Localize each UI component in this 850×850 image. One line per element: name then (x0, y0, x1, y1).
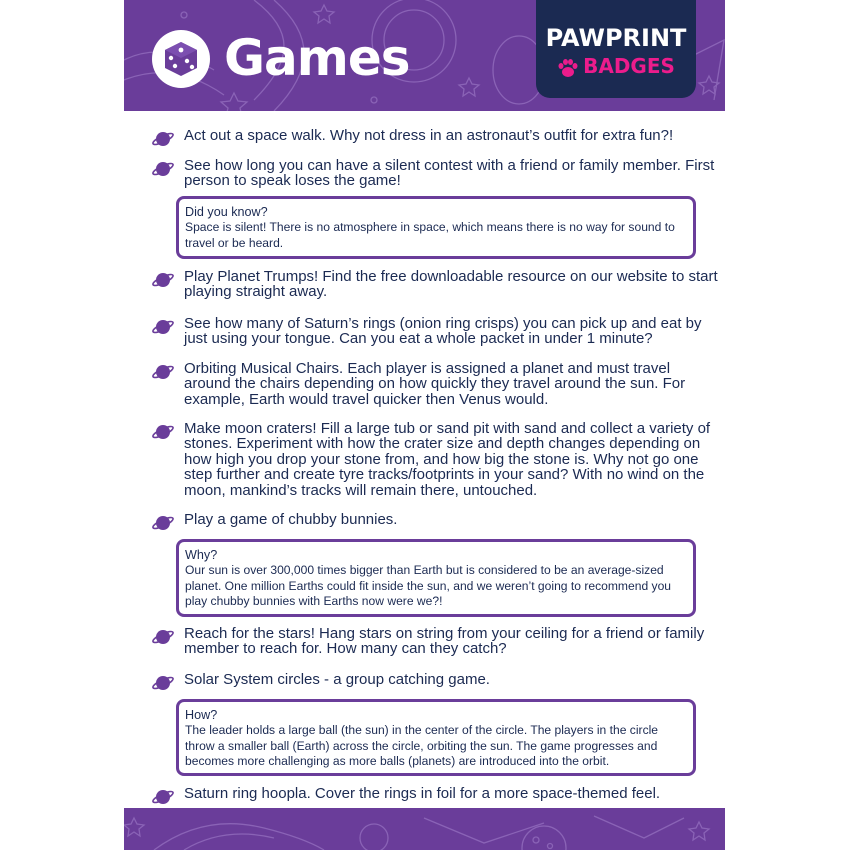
info-box (176, 699, 696, 776)
info-box (176, 539, 696, 617)
page-footer (124, 808, 725, 850)
planet-icon (152, 316, 174, 338)
dice-icon-badge (152, 30, 210, 88)
list-item-text: See how long you can have a silent contest with a friend or family member. First person to speak loses the game! (184, 157, 715, 190)
planet-icon (152, 672, 174, 694)
list-item-text: Solar System circles - a group catching game. (184, 671, 490, 688)
list-item-text: See how many of Saturn’s rings (onion ring crisps) you can pick up and eat by just using your tongue. Can you eat a whole packet in under 1 minute? (184, 315, 702, 348)
info-box-body: Space is silent! There is no atmosphere in space, which means there is no way for sound to travel or be heard. (185, 220, 675, 250)
list-item-text: Make moon craters! Fill a large tub or sand pit with sand and collect a variety of stones. Experiment with how the crater size and depth changes depending on how high you drop your stone from, and how big the stone is. Why not go one step further and create tyre tracks/footprints in your sand? With no wind on the moon, mankind’s tracks will remain there, untouched. (184, 420, 711, 499)
planet-icon (152, 421, 174, 443)
info-box-title: Did you know? (185, 205, 268, 219)
planet-icon (152, 128, 174, 150)
info-box-body: Our sun is over 300,000 times bigger than Earth but is considered to be an average-sized planet. One million Earths could fit inside the sun, and we weren’t going to recommend you play chubby bunnies with Earths now were we?! (185, 563, 672, 608)
brand-name-line1: PAWPRINT (545, 24, 687, 52)
list-item-text: Saturn ring hoopla. Cover the rings in foil for a more space-themed feel. (184, 785, 661, 802)
planet-icon (152, 158, 174, 180)
list-item-text: Act out a space walk. Why not dress in an astronaut’s outfit for extra fun?! (184, 127, 674, 144)
planet-icon (152, 269, 174, 291)
info-box (176, 196, 696, 259)
info-box-body: The leader holds a large ball (the sun) in the center of the circle. The players in the circle throw a smaller ball (Earth) across the circle, orbiting the sun. The game progresses and becomes more challenging as more balls (planets) are introduced into the orbit. (185, 723, 659, 768)
list-item-text: Orbiting Musical Chairs. Each player is assigned a planet and must travel around the chairs depending on how quickly they travel around the sun. For example, Earth would travel quicker then Venus would. (184, 360, 686, 408)
info-box-title: Why? (185, 548, 218, 562)
page-header (124, 0, 725, 111)
pawprint-badges-logo (536, 0, 696, 98)
space-doodle-decoration (124, 808, 725, 850)
brand-name-line2-wrapper (536, 54, 696, 78)
planet-icon (152, 512, 174, 534)
list-item-text: Play Planet Trumps! Find the free downloadable resource on our website to start playing straight away. (184, 268, 718, 301)
games-sheet (124, 0, 725, 850)
paw-icon (557, 58, 579, 78)
brand-name-line2: BADGES (583, 54, 675, 78)
planet-icon (152, 626, 174, 648)
planet-icon (152, 361, 174, 383)
list-item-text: Play a game of chubby bunnies. (184, 511, 398, 528)
dice-icon (161, 39, 201, 79)
info-box-title: How? (185, 708, 218, 722)
planet-icon (152, 786, 174, 808)
list-item-text: Reach for the stars! Hang stars on string from your ceiling for a friend or family member to reach for. How many can they catch? (184, 625, 705, 658)
page-title: Games (224, 29, 410, 87)
